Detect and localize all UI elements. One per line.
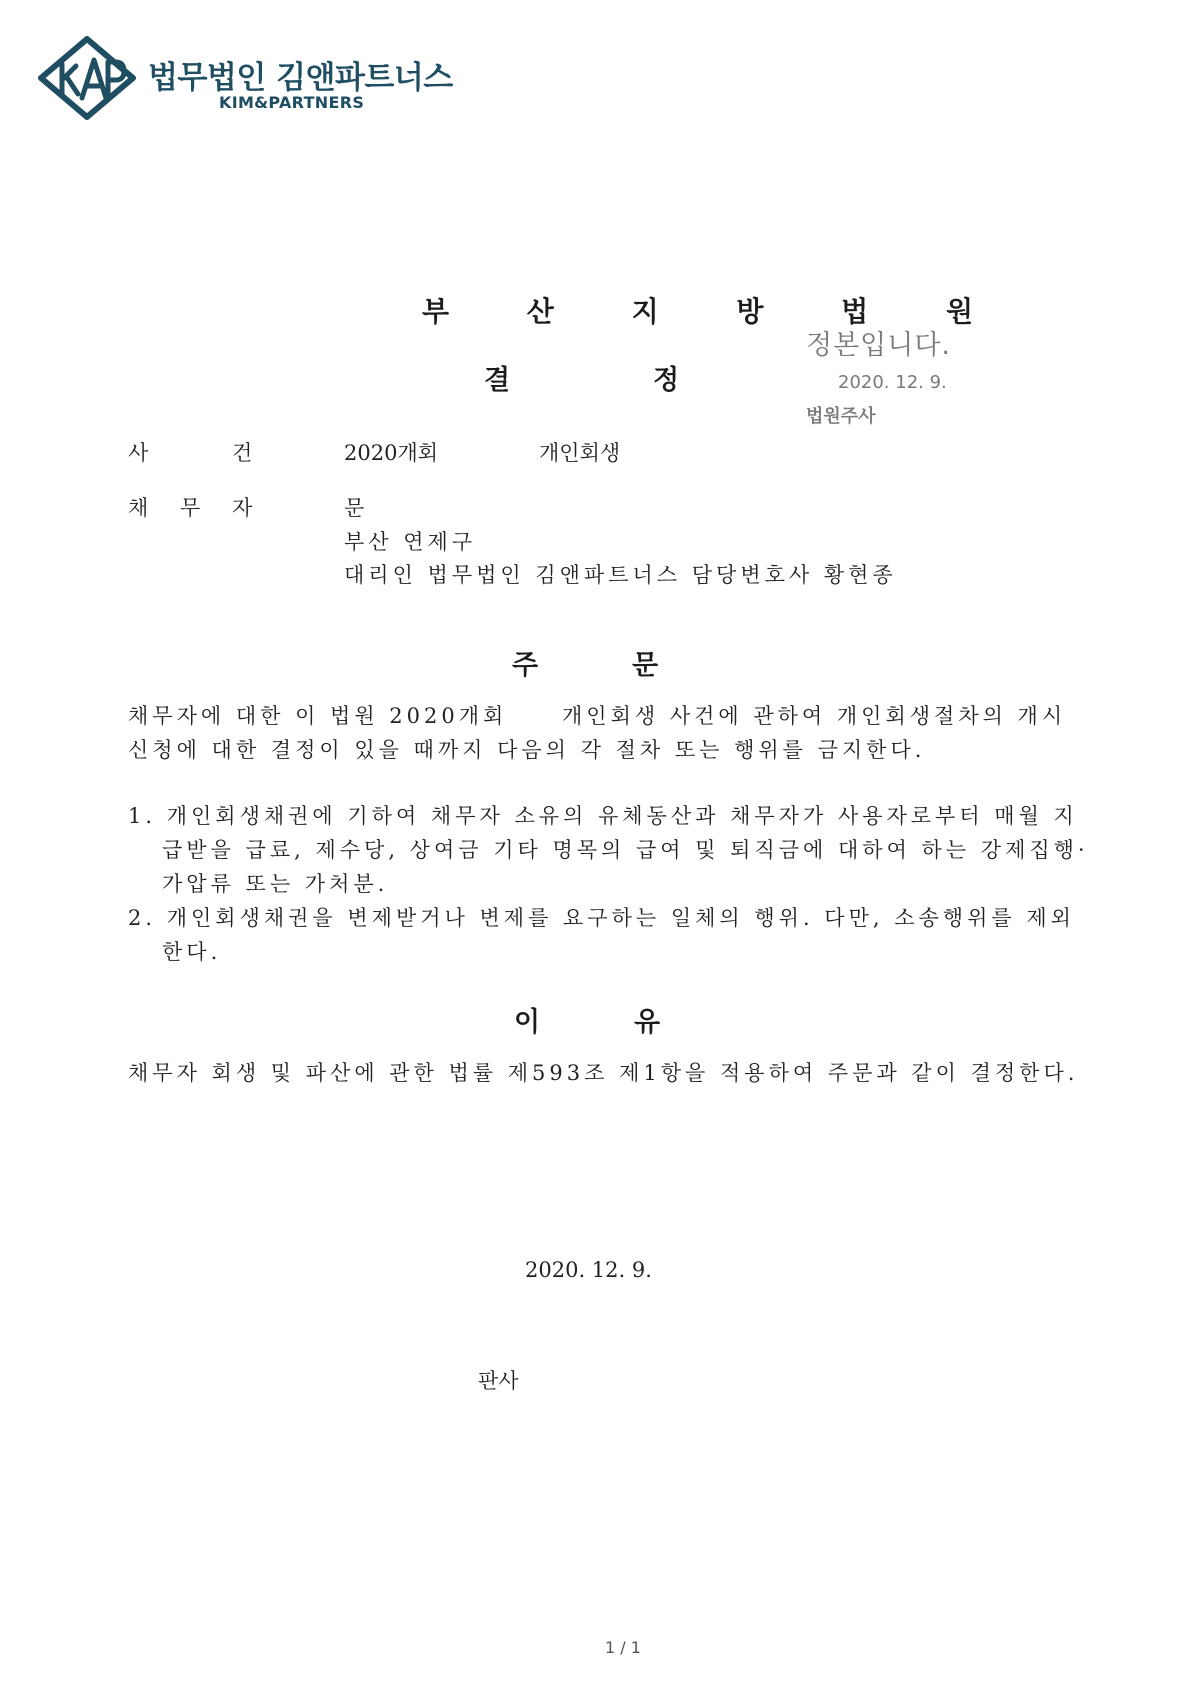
- order-heading-left: 주: [512, 650, 539, 681]
- decision-date: 2020. 12. 9.: [525, 1258, 652, 1282]
- debtor-name: 문: [344, 496, 365, 520]
- order-intro-line1-b: 개인회생 사건에 관하여 개인회생절차의 개시: [562, 704, 1067, 728]
- order-item2-line2: 한다.: [162, 940, 222, 964]
- case-number: 2020개회: [344, 441, 439, 465]
- order-intro-line2: 신청에 대한 결정이 있을 때까지 다음의 각 절차 또는 행위를 금지한다.: [128, 738, 926, 762]
- debtor-label-3: 자: [232, 496, 253, 520]
- debtor-representative: 대리인 법무법인 김앤파트너스 담당변호사 황현종: [344, 563, 897, 587]
- judge-label: 판사: [478, 1369, 519, 1393]
- order-item2-line1: 2. 개인회생채권을 변제받거나 변제를 요구하는 일체의 행위. 다만, 소송행위를 제외: [128, 906, 1075, 930]
- case-type: 개인회생: [539, 441, 621, 465]
- reason-text: 채무자 회생 및 파산에 관한 법률 제593조 제1항을 적용하여 주문과 같이 결정한다.: [128, 1061, 1079, 1085]
- debtor-label-2: 무: [180, 496, 201, 520]
- court-name: 부 산 지 방 법 원: [422, 295, 1008, 328]
- debtor-address: 부산 연제구: [344, 530, 477, 554]
- firm-name-korean: 법무법인 김앤파트너스: [148, 60, 453, 96]
- order-item1-line2: 급받을 급료, 제수당, 상여금 기타 명목의 급여 및 퇴직금에 대하여 하는 강제집행·: [162, 838, 1089, 862]
- doc-type-left: 결: [484, 365, 511, 396]
- certification-stamp-text: 정본입니다.: [806, 330, 951, 361]
- firm-logo-icon: [36, 36, 138, 120]
- order-heading-right: 문: [632, 650, 659, 681]
- certification-stamp-office: 법원주사: [806, 406, 876, 427]
- certification-stamp-date: 2020. 12. 9.: [838, 372, 947, 393]
- case-label-2: 건: [232, 441, 253, 465]
- debtor-label-1: 채: [128, 496, 149, 520]
- page-number: 1 / 1: [605, 1638, 641, 1657]
- reason-heading-right: 유: [634, 1007, 661, 1038]
- order-intro-line1-a: 채무자에 대한 이 법원 2020개회: [128, 704, 508, 728]
- firm-name-english: KIM&PARTNERS: [219, 93, 365, 112]
- doc-type-right: 정: [653, 365, 680, 396]
- reason-heading-left: 이: [514, 1007, 541, 1038]
- order-item1-line3: 가압류 또는 가처분.: [162, 872, 389, 896]
- case-label-1: 사: [128, 441, 149, 465]
- order-item1-line1: 1. 개인회생채권에 기하여 채무자 소유의 유체동산과 채무자가 사용자로부터 매월 지: [128, 804, 1078, 828]
